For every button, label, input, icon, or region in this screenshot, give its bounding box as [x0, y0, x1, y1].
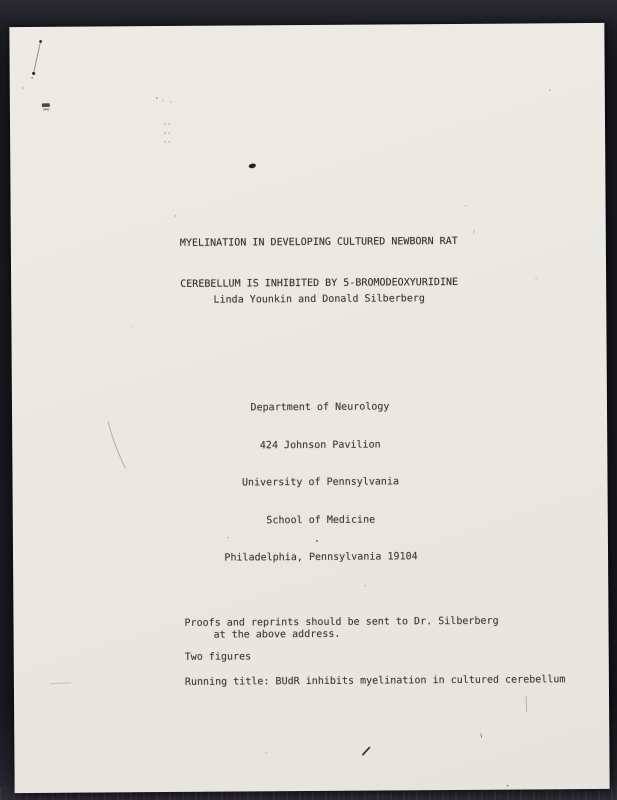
faint-colon-dots-icon — [168, 141, 170, 143]
affiliation-address — [12, 375, 608, 592]
authors-line: Linda Younkin and Donald Silberberg — [213, 293, 425, 306]
speck — [156, 97, 158, 99]
faint-colon-dots-icon — [164, 141, 166, 143]
paper-title-line1: MYELINATION IN DEVELOPING CULTURED NEWBORN RAT — [179, 235, 458, 249]
speck — [507, 785, 509, 787]
document-page — [9, 23, 609, 793]
paper-title-line2: CEREBELLUM IS INHIBITED BY 5-BROMODEOXYURIDINE — [180, 276, 459, 290]
running-title: Running title: BUdR inhibits myelination in cultured cerebellum — [184, 674, 566, 688]
address-line-school: School of Medicine — [266, 514, 376, 526]
ink-smudge-top-left-icon — [43, 108, 50, 110]
ink-smudge-top-left-icon — [42, 103, 50, 107]
address-line-university: University of Pennsylvania — [241, 476, 400, 489]
speck — [170, 101, 171, 102]
black-ink-dot-icon — [248, 163, 256, 169]
pen-dot-icon — [39, 40, 42, 43]
speck — [131, 325, 133, 327]
faint-colon-dots-icon — [168, 132, 170, 134]
speck — [465, 205, 467, 207]
pen-stroke-top-left-icon — [33, 42, 40, 73]
address-line-building: 424 Johnson Pavilion — [259, 439, 381, 451]
proofs-note-line2: at the above address. — [213, 628, 341, 641]
address-line-department: Department of Neurology — [250, 401, 390, 414]
faint-smudge — [50, 683, 71, 684]
address-line-city: Philadelphia, Pennsylvania 19104 — [224, 551, 418, 564]
speck — [480, 734, 481, 738]
pen-dot-icon — [32, 72, 35, 75]
figures-note: Two figures — [184, 651, 252, 663]
proofs-note-line1: Proofs and reprints should be sent to Dr. Silberberg — [184, 615, 499, 629]
faint-colon-dots-icon — [164, 123, 166, 125]
speck — [31, 77, 33, 79]
speck — [162, 100, 163, 101]
speck — [266, 752, 267, 753]
pen-slash-bottom-center-icon — [362, 747, 370, 755]
speck — [549, 89, 551, 91]
speck — [22, 87, 24, 89]
faint-vertical-mark-right-icon — [526, 695, 527, 711]
faint-colon-dots-icon — [168, 123, 170, 125]
faint-colon-dots-icon — [164, 132, 166, 134]
